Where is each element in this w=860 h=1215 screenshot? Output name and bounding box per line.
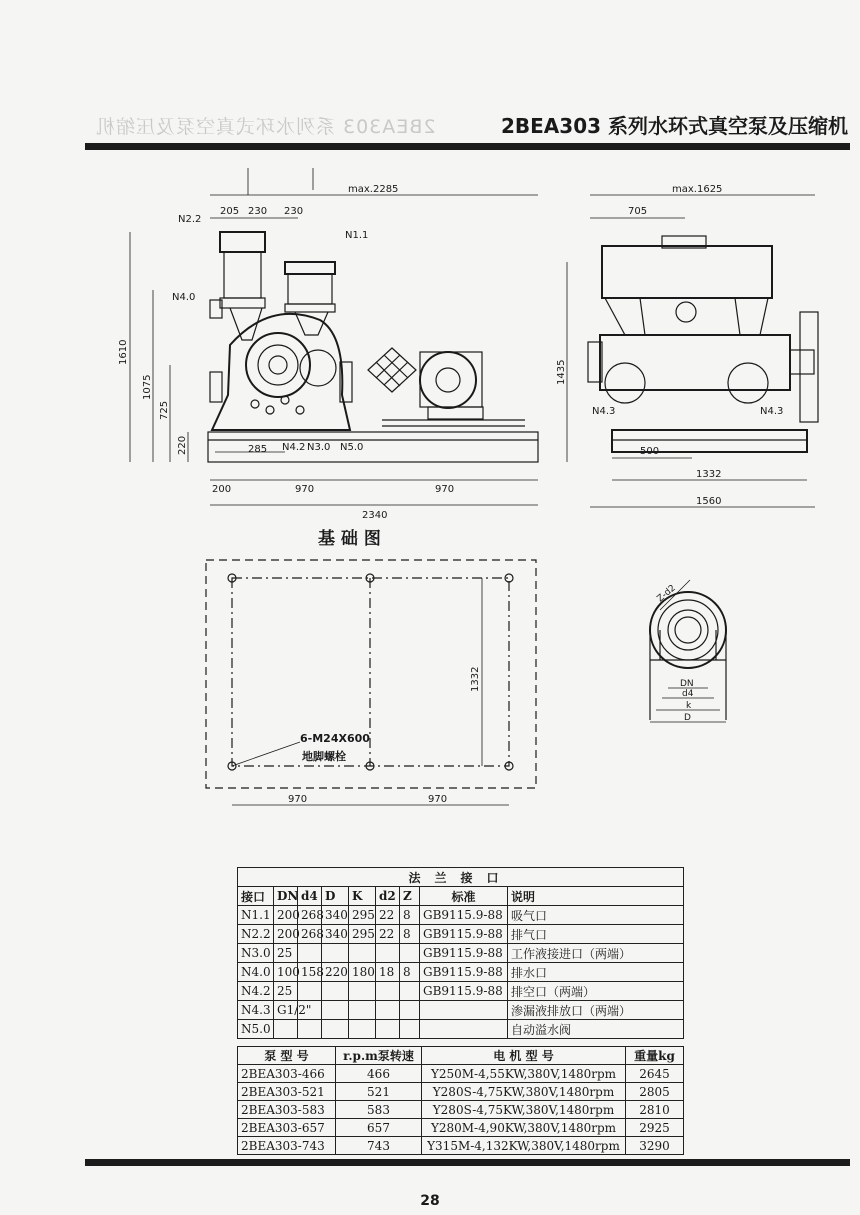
table-cell: GB9115.9-88 (420, 963, 508, 982)
side-dim-705: 705 (628, 206, 648, 217)
table-cell: 2BEA303-743 (238, 1137, 336, 1155)
table-cell: GB9115.9-88 (420, 925, 508, 944)
table-cell: 466 (336, 1065, 422, 1083)
table-cell: 521 (336, 1083, 422, 1101)
flange-d4-label: d4 (682, 689, 694, 699)
nozzle-label-n43-left: N4.3 (592, 406, 616, 417)
pump-model-table (237, 1046, 684, 1155)
front-dim-base-200: 200 (212, 484, 232, 495)
front-dim-base-2340: 2340 (362, 510, 388, 521)
header-cell: 泵 型 号 (238, 1047, 336, 1065)
flange-z-d2-label: Z-d2 (655, 583, 678, 605)
header-cell: r.p.m泵转速 (336, 1047, 422, 1065)
front-dim-220: 220 (177, 435, 188, 455)
flange-dn-label: DN (680, 679, 694, 689)
nozzle-label-n50: N5.0 (340, 442, 364, 453)
table-row (238, 1020, 684, 1039)
nozzle-label-n43-right: N4.3 (760, 406, 784, 417)
table-cell: Y280M-4,90KW,380V,1480rpm (422, 1119, 626, 1137)
table-row (238, 925, 684, 944)
table-cell (349, 944, 376, 963)
table-cell: 8 (400, 925, 420, 944)
table-cell: 渗漏液排放口（两端） (508, 1001, 684, 1020)
table-cell: 583 (336, 1101, 422, 1119)
table-cell: 200 (274, 906, 298, 925)
foundation-dim-1332: 1332 (470, 666, 481, 692)
table-cell: GB9115.9-88 (420, 944, 508, 963)
table-cell: 340 (322, 925, 349, 944)
table-cell: 100 (274, 963, 298, 982)
table-cell (349, 982, 376, 1001)
table-cell: N4.3 (238, 1001, 274, 1020)
foundation-title: 基 础 图 (318, 529, 381, 549)
table-cell: N3.0 (238, 944, 274, 963)
table-cell (420, 1001, 508, 1020)
table-cell (322, 1020, 349, 1039)
table-cell: 8 (400, 963, 420, 982)
table-cell: 158 (298, 963, 322, 982)
front-dim-230b: 230 (284, 206, 304, 217)
table-cell (322, 982, 349, 1001)
table-cell (376, 1001, 400, 1020)
table-cell: 2925 (626, 1119, 684, 1137)
table-cell (349, 1020, 376, 1039)
table-cell (322, 944, 349, 963)
table-cell: 2645 (626, 1065, 684, 1083)
nozzle-label-n40: N4.0 (172, 292, 196, 303)
table-cell: 2810 (626, 1101, 684, 1119)
ghost-mirror-title: 2BEA303 系列水环式真空泵及压缩机 (95, 116, 436, 138)
table-cell (274, 1020, 298, 1039)
table-cell (400, 1020, 420, 1039)
table-cell: 3290 (626, 1137, 684, 1155)
front-dim-725: 725 (159, 400, 170, 420)
page-title: 2BEA303 系列水环式真空泵及压缩机 (500, 114, 848, 138)
header-cell: D (322, 887, 349, 906)
table-cell: Y280S-4,75KW,380V,1480rpm (422, 1101, 626, 1119)
table-cell: 268 (298, 925, 322, 944)
table-cell: 22 (376, 906, 400, 925)
front-max-width-label: max.2285 (348, 184, 399, 195)
table-cell: Y280S-4,75KW,380V,1480rpm (422, 1083, 626, 1101)
table-cell: 2BEA303-466 (238, 1065, 336, 1083)
table-cell (400, 944, 420, 963)
front-dim-1435: 1435 (556, 359, 567, 385)
table-cell (298, 1020, 322, 1039)
table-cell: GB9115.9-88 (420, 982, 508, 1001)
table-cell: GB9115.9-88 (420, 906, 508, 925)
front-dim-base-970a: 970 (295, 484, 315, 495)
flange-interface-table (237, 867, 684, 1039)
table-cell: 2BEA303-583 (238, 1101, 336, 1119)
table-cell: 200 (274, 925, 298, 944)
table-header-row (238, 1047, 684, 1065)
header-cell: K (349, 887, 376, 906)
table-cell: 2BEA303-657 (238, 1119, 336, 1137)
foundation-dim-970b: 970 (428, 794, 448, 805)
header-cell: Z (400, 887, 420, 906)
nozzle-label-n22: N2.2 (178, 214, 202, 225)
table-row (238, 944, 684, 963)
table-cell: 工作液接进口（两端） (508, 944, 684, 963)
table-cell: N4.0 (238, 963, 274, 982)
table-cell (376, 982, 400, 1001)
table-cell (349, 1001, 376, 1020)
header-cell: 重量kg (626, 1047, 684, 1065)
table-cell: 18 (376, 963, 400, 982)
side-dim-500: 500 (640, 446, 660, 457)
header-cell: 接口 (238, 887, 274, 906)
side-max-width-label: max.1625 (672, 184, 723, 195)
nozzle-label-n30: N3.0 (307, 442, 331, 453)
header-cell: 电 机 型 号 (422, 1047, 626, 1065)
table-cell (298, 982, 322, 1001)
table-cell (400, 1001, 420, 1020)
table-cell: 2805 (626, 1083, 684, 1101)
header-cell: d4 (298, 887, 322, 906)
table-cell (376, 944, 400, 963)
anchor-bolt-name: 地脚螺栓 (302, 750, 346, 763)
table-cell: 排气口 (508, 925, 684, 944)
table-cell: 180 (349, 963, 376, 982)
table-cell: 吸气口 (508, 906, 684, 925)
flange-D-label: D (684, 713, 691, 723)
table-cell: 295 (349, 906, 376, 925)
front-dim-230a: 230 (248, 206, 268, 217)
table-cell (420, 1020, 508, 1039)
table-cell: 8 (400, 906, 420, 925)
table-cell (322, 1001, 349, 1020)
table-row (238, 1001, 684, 1020)
table-cell: N4.2 (238, 982, 274, 1001)
anchor-bolt-spec: 6-M24X600 (300, 732, 370, 745)
side-dim-1332: 1332 (696, 469, 722, 480)
flange-k-label: k (686, 701, 692, 711)
table-cell (376, 1020, 400, 1039)
page-number: 28 (420, 1193, 440, 1209)
table-row (238, 1083, 684, 1101)
table-cell: N2.2 (238, 925, 274, 944)
table-header-row (238, 887, 684, 906)
table-row (238, 963, 684, 982)
table-row (238, 906, 684, 925)
table-cell: 657 (336, 1119, 422, 1137)
table-row (238, 982, 684, 1001)
table-cell: N5.0 (238, 1020, 274, 1039)
table-cell: 743 (336, 1137, 422, 1155)
front-dim-285: 285 (248, 444, 268, 455)
side-view-drawing (588, 195, 818, 507)
table-cell: G1/2" (274, 1001, 298, 1020)
table-cell: 25 (274, 982, 298, 1001)
table-cell: Y250M-4,55KW,380V,1480rpm (422, 1065, 626, 1083)
foundation-dim-970a: 970 (288, 794, 308, 805)
front-dim-base-970b: 970 (435, 484, 455, 495)
table-cell: Y315M-4,132KW,380V,1480rpm (422, 1137, 626, 1155)
table-cell: N1.1 (238, 906, 274, 925)
table-row (238, 1137, 684, 1155)
table-cell: 排空口（两端） (508, 982, 684, 1001)
front-dim-205: 205 (220, 206, 240, 217)
foundation-plan-drawing (206, 560, 536, 805)
table-cell: 自动溢水阀 (508, 1020, 684, 1039)
front-dim-1075: 1075 (142, 374, 153, 400)
flange-table-caption: 法兰接口 (238, 868, 684, 887)
table-cell: 2BEA303-521 (238, 1083, 336, 1101)
nozzle-label-n42: N4.2 (282, 442, 306, 453)
header-cell: 标准 (420, 887, 508, 906)
table-row (238, 1119, 684, 1137)
header-cell: d2 (376, 887, 400, 906)
bottom-rule (85, 1159, 850, 1166)
table-cell: 220 (322, 963, 349, 982)
table-cell (400, 982, 420, 1001)
front-dim-1610: 1610 (118, 339, 129, 365)
table-cell (298, 944, 322, 963)
table-cell: 340 (322, 906, 349, 925)
table-cell: 排水口 (508, 963, 684, 982)
table-cell: 268 (298, 906, 322, 925)
header-cell: 说明 (508, 887, 684, 906)
nozzle-label-n11: N1.1 (345, 230, 369, 241)
table-cell: 25 (274, 944, 298, 963)
table-cell: 295 (349, 925, 376, 944)
table-row (238, 1101, 684, 1119)
header-cell: DN (274, 887, 298, 906)
table-row (238, 1065, 684, 1083)
side-dim-1560: 1560 (696, 496, 722, 507)
table-cell: 22 (376, 925, 400, 944)
